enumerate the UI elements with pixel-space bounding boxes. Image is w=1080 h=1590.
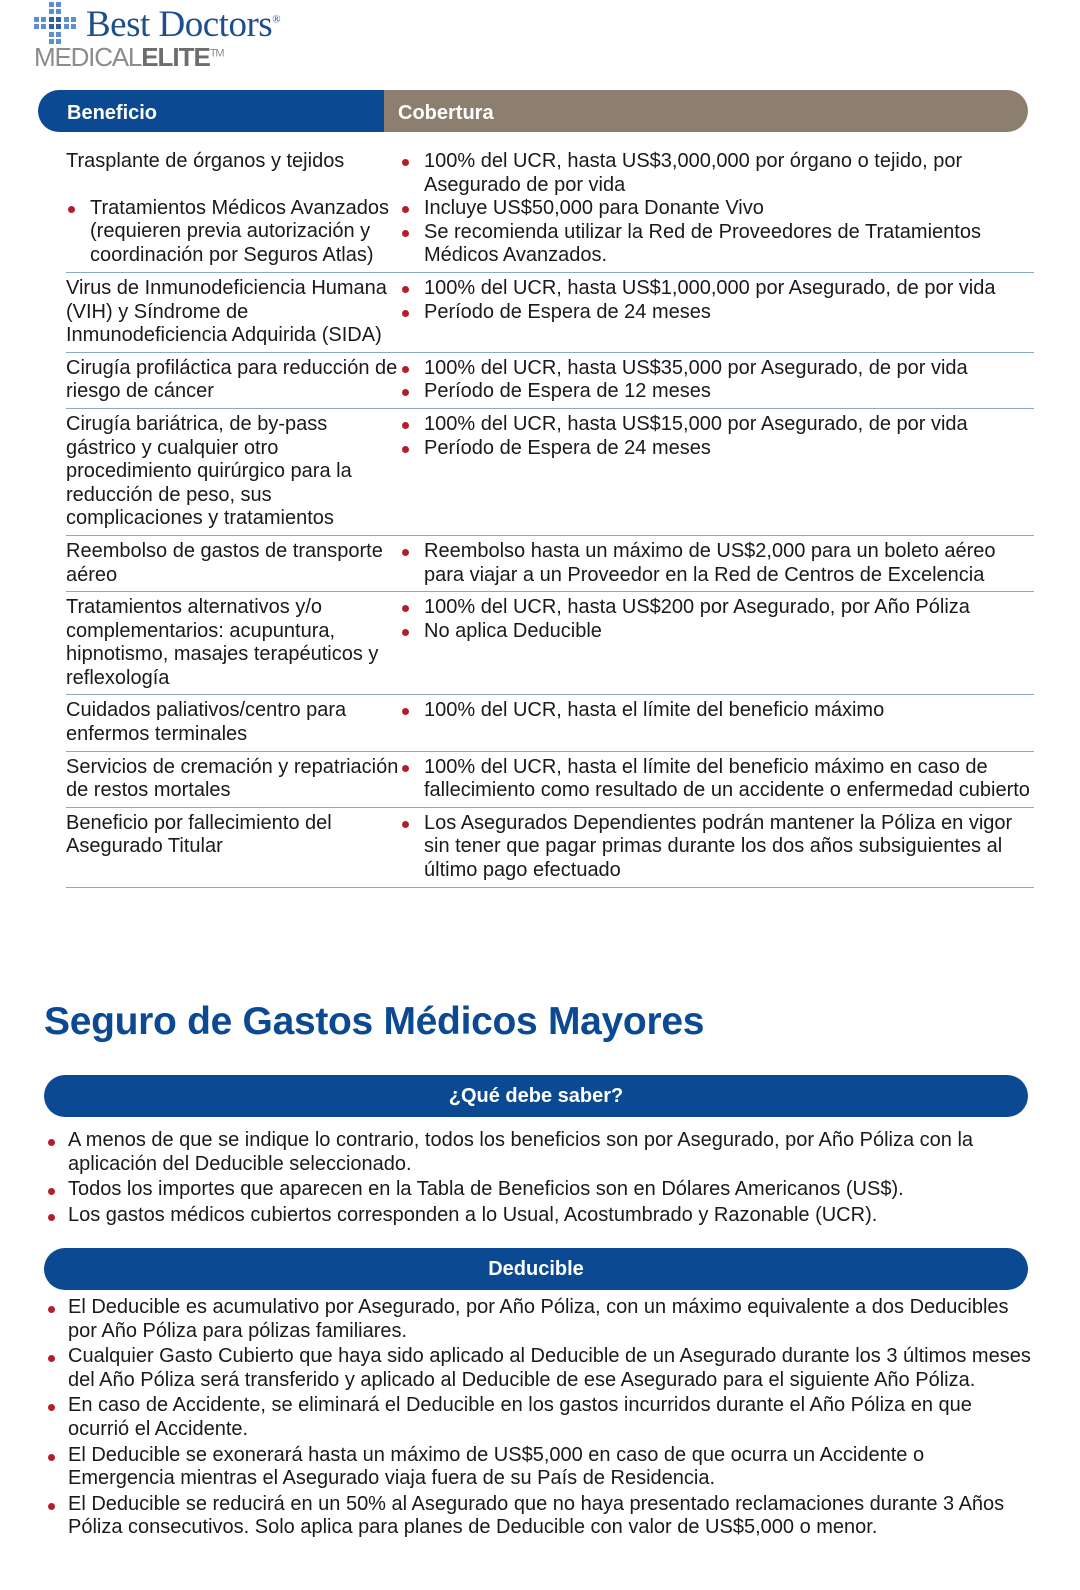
- coverage-cell: [400, 699, 1034, 746]
- table-row: [66, 695, 1034, 751]
- logo-subline: [34, 44, 223, 70]
- coverage-item: 100% del UCR, hasta US$35,000 por Asegurado, de por vida: [400, 357, 1034, 381]
- logo-trademark: TM: [209, 47, 224, 60]
- benefits-table-header: [38, 90, 1028, 132]
- coverage-cell: [400, 756, 1034, 803]
- table-row: [66, 536, 1034, 592]
- list-item: A menos de que se indique lo contrario, todos los beneficios son por Asegurado, por Año Póliza con la aplicación del Deducible seleccionado.: [44, 1129, 1034, 1176]
- coverage-item: 100% del UCR, hasta US$200 por Asegurado, por Año Póliza: [400, 596, 1034, 620]
- benefit-name: Cuidados paliativos/centro para enfermos terminales: [66, 699, 347, 746]
- benefit-cell: [66, 150, 400, 268]
- list-item: Los gastos médicos cubiertos corresponden a lo Usual, Acostumbrado y Razonable (UCR).: [44, 1204, 1034, 1228]
- logo-registered: ®: [272, 13, 281, 26]
- coverage-item: Período de Espera de 24 meses: [400, 437, 1034, 461]
- coverage-cell: [400, 357, 1034, 404]
- que-debe-saber-list: [44, 1129, 1034, 1229]
- coverage-cell: [400, 413, 1034, 531]
- header-beneficio: [38, 90, 384, 132]
- benefit-subitem: Tratamientos Médicos Avanzados (requieren previa autorización y coordinación por Seguros Atlas): [66, 197, 400, 268]
- coverage-item: Reembolso hasta un máximo de US$2,000 para un boleto aéreo para viajar a un Proveedor en la Red de Centros de Excelencia: [400, 540, 1034, 587]
- coverage-item: 100% del UCR, hasta el límite del beneficio máximo en caso de fallecimiento como resultado de un accidente o enfermedad cubierto: [400, 756, 1034, 803]
- coverage-cell: [400, 150, 1034, 268]
- benefits-table: [66, 146, 1034, 888]
- header-cobertura: [354, 90, 1028, 132]
- logo-cross-icon: [34, 2, 76, 44]
- header-cobertura-label: Cobertura: [398, 102, 494, 124]
- benefit-name: Tratamientos alternativos y/o complementarios: acupuntura, hipnotismo, masajes terapéuticos y reflexología: [66, 596, 379, 689]
- coverage-cell: [400, 277, 1034, 348]
- coverage-item: Se recomienda utilizar la Red de Proveedores de Tratamientos Médicos Avanzados.: [400, 221, 1034, 268]
- benefit-name: Beneficio por fallecimiento del Asegurado Titular: [66, 811, 332, 858]
- benefit-name: Reembolso de gastos de transporte aéreo: [66, 539, 383, 586]
- table-row: [66, 353, 1034, 409]
- list-item: En caso de Accidente, se eliminará el Deducible en los gastos incurridos durante el Año Póliza en que ocurrió el Accidente.: [44, 1394, 1034, 1441]
- logo-elite: ELITE: [141, 42, 210, 72]
- table-row: [66, 273, 1034, 353]
- section-title: Seguro de Gastos Médicos Mayores: [44, 1000, 705, 1043]
- logo-medical: MEDICAL: [34, 42, 142, 72]
- benefit-name: Servicios de cremación y repatriación de restos mortales: [66, 755, 399, 802]
- coverage-item: Período de Espera de 24 meses: [400, 301, 1034, 325]
- logo-wordmark: [86, 6, 280, 43]
- coverage-item: Incluye US$50,000 para Donante Vivo: [400, 197, 1034, 221]
- coverage-item: Los Asegurados Dependientes podrán mantener la Póliza en vigor sin tener que pagar primas durante los dos años subsiguientes al último pago efectuado: [400, 812, 1034, 883]
- coverage-cell: [400, 812, 1034, 883]
- list-item: El Deducible es acumulativo por Asegurado, por Año Póliza, con un máximo equivalente a dos Deducibles por Año Póliza para pólizas familiares.: [44, 1296, 1034, 1343]
- deducible-header: Deducible: [44, 1248, 1028, 1290]
- coverage-item: 100% del UCR, hasta US$1,000,000 por Asegurado, de por vida: [400, 277, 1034, 301]
- coverage-item: 100% del UCR, hasta US$3,000,000 por órgano o tejido, por Asegurado de por vida: [400, 150, 1034, 197]
- que-debe-saber-header: ¿Qué debe saber?: [44, 1075, 1028, 1117]
- header-beneficio-label: Beneficio: [67, 102, 158, 124]
- benefit-name: Cirugía profiláctica para reducción de riesgo de cáncer: [66, 356, 398, 403]
- benefit-name: Virus de Inmunodeficiencia Humana (VIH) y Síndrome de Inmunodeficiencia Adquirida (SIDA): [66, 276, 387, 347]
- table-row: [66, 808, 1034, 888]
- list-item: El Deducible se exonerará hasta un máximo de US$5,000 en caso de que ocurra un Accidente o Emergencia mientras el Asegurado viaja fuera de su País de Residencia.: [44, 1444, 1034, 1491]
- logo-wordmark-text: Best Doctors: [86, 4, 273, 45]
- benefit-name: Cirugía bariátrica, de by-pass gástrico y cualquier otro procedimiento quirúrgico para la reducción de peso, sus complicaciones y tratamientos: [66, 412, 352, 530]
- coverage-item: No aplica Deducible: [400, 620, 1034, 644]
- coverage-item: Período de Espera de 12 meses: [400, 380, 1034, 404]
- deducible-list: [44, 1296, 1034, 1542]
- coverage-item: 100% del UCR, hasta US$15,000 por Asegurado, de por vida: [400, 413, 1034, 437]
- table-row: [66, 752, 1034, 808]
- list-item: Cualquier Gasto Cubierto que haya sido aplicado al Deducible de un Asegurado durante los 3 últimos meses del Año Póliza será transferido y aplicado al Deducible de ese Asegurado para el siguiente Año Póliza.: [44, 1345, 1034, 1392]
- coverage-cell: [400, 540, 1034, 587]
- list-item: El Deducible se reducirá en un 50% al Asegurado que no haya presentado reclamaciones durante 3 Años Póliza consecutivos. Solo aplica para planes de Deducible con valor de US$5,000 o menor.: [44, 1493, 1034, 1540]
- table-row: [66, 146, 1034, 273]
- table-row: [66, 592, 1034, 695]
- table-row: [66, 409, 1034, 536]
- best-doctors-logo: [34, 0, 334, 78]
- coverage-cell: [400, 596, 1034, 690]
- coverage-item: 100% del UCR, hasta el límite del beneficio máximo: [400, 699, 1034, 723]
- benefit-name: Trasplante de órganos y tejidos: [66, 150, 345, 172]
- list-item: Todos los importes que aparecen en la Tabla de Beneficios son en Dólares Americanos (US$).: [44, 1178, 1034, 1202]
